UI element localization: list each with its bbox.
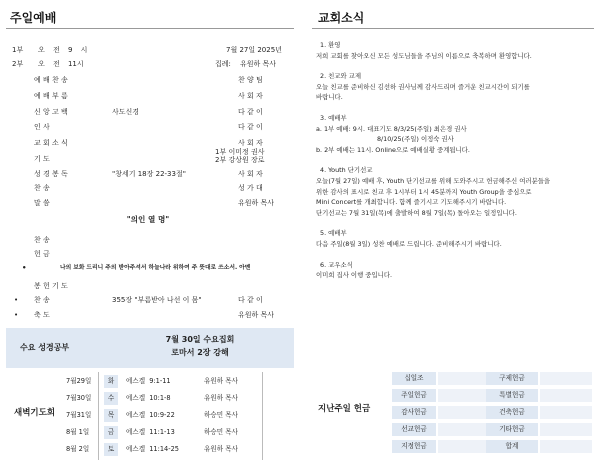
notice-line: 단기선교는 7월 31일(목)에 출발하여 8월 7일(목) 돌아오는 일정입니다.: [316, 208, 517, 217]
order-item: 헌 금: [34, 250, 50, 258]
offering-label: 지난주일 헌금: [318, 404, 371, 414]
order-item: 말 씀: [34, 199, 50, 207]
order-row: [0, 168, 296, 180]
dawn-leader: 유원하 목사: [204, 445, 238, 453]
order-row: [0, 280, 296, 292]
notice-item: [316, 40, 594, 61]
offering-amount: [540, 406, 592, 419]
order-leader: 성 가 대: [238, 184, 263, 192]
notice-line: 위한 감사의 표시로 친교 후 1시부터 1시 45분까지 Youth Group을 중심으로: [316, 187, 532, 196]
order-leader: 유원하 목사: [238, 311, 275, 319]
notice-item: [316, 260, 594, 281]
notice-line: a. 1부 예배: 9시. 대표기도 8/3/25(주일) 최은경 권사: [316, 124, 467, 133]
worship-title: 주일예배: [10, 11, 57, 25]
bible-study-line-2: 로마서 2장 강해: [171, 348, 229, 357]
notice-line: 오늘(7월 27일) 예배 후, Youth 단기선교를 위해 도와주시고 헌금해주신 여러분들을: [316, 176, 551, 185]
order-item: 찬 송: [34, 296, 50, 304]
order-leader: 사 회 자: [238, 170, 263, 178]
notice-line: 오늘 친교를 준비하신 김선하 권사님께 감사드리며 즐거운 친교시간이 되기를: [316, 82, 530, 91]
service-time-2: [0, 58, 296, 70]
service-date: 7월 27일 2025년: [226, 46, 282, 54]
offering-category: 특별헌금: [486, 389, 538, 402]
offering-category: 지정헌금: [392, 440, 436, 453]
offering-category: 구제헌금: [486, 372, 538, 385]
dawn-passage: 에스겔 11:1-13: [126, 428, 175, 436]
notice-item: [316, 228, 594, 249]
order-leader: 사 회 자: [238, 92, 263, 100]
notice-heading: 4. Youth 단기선교: [320, 166, 373, 175]
order-row: [0, 309, 296, 321]
presider-name: 유원하 목사: [240, 60, 277, 68]
order-leader: 다 같 이: [238, 296, 263, 304]
order-row: [0, 248, 296, 260]
notice-heading: 2. 친교와 교제: [320, 72, 362, 81]
offering-category: 주일헌금: [392, 389, 436, 402]
notice-line: Mini Concert를 개최합니다. 함께 즐기시고 기도해주시기 바랍니다.: [316, 198, 507, 207]
order-item: 교 회 소 식: [34, 139, 68, 147]
dawn-passage: 에스겔 10:9-22: [126, 411, 175, 419]
service-2-time: 오 전 11시: [38, 60, 84, 68]
notices-title: 교회소식: [318, 11, 365, 25]
notice-item: [316, 71, 594, 103]
dawn-day: 목: [104, 409, 118, 422]
order-leader: 찬 양 팀: [238, 76, 263, 84]
notice-line: 다음 주일(8월 3일) 성찬 예배로 드립니다. 준비해주시기 바랍니다.: [316, 239, 502, 248]
dawn-date: 7월29일: [66, 377, 92, 385]
offering-category: 십일조: [392, 372, 436, 385]
worship-title-rule: [6, 28, 294, 29]
order-item: 찬 송: [34, 236, 50, 244]
notice-heading: 6. 교우소식: [320, 260, 353, 269]
order-leader: 다 같 이: [238, 123, 263, 131]
dawn-date: 7월30일: [66, 394, 92, 402]
order-detail: 사도신경: [112, 108, 140, 116]
order-row: [0, 182, 296, 194]
offering-amount: [540, 372, 592, 385]
offering-category: 합계: [486, 440, 538, 453]
offering-category: 기타헌금: [486, 423, 538, 436]
order-item: 신 앙 고 백: [34, 108, 68, 116]
notice-heading: 5. 예배부: [320, 229, 347, 238]
dawn-passage: 에스겔 11:14-25: [126, 445, 179, 453]
service-1-time: 오 전 9 시: [38, 46, 88, 54]
notice-line: 바랍니다.: [316, 93, 343, 102]
dawn-day: 수: [104, 392, 118, 405]
order-row: [0, 121, 296, 133]
dawn-date: 7월31일: [66, 411, 92, 419]
notice-line: b. 2부 예배는 11시. Online으로 예배실황 중계됩니다.: [316, 145, 470, 154]
bullet: •: [22, 264, 27, 272]
bible-study-label: 수요 성경공부: [20, 343, 70, 352]
order-row: [0, 150, 296, 170]
service-time-1: [0, 44, 296, 56]
dawn-leader: 하승민 목사: [204, 411, 238, 419]
order-row: [0, 90, 296, 102]
notice-line: 8/10/25(주일) 이정숙 권사: [316, 135, 454, 144]
notice-heading: 1. 환영: [320, 41, 341, 49]
order-item: 인 사: [34, 123, 50, 131]
offering-amount: [540, 389, 592, 402]
offering-category: 선교헌금: [392, 423, 436, 436]
dawn-prayer-label: 새벽기도회: [14, 408, 56, 418]
order-row: [0, 106, 296, 118]
dawn-leader: 유원하 목사: [204, 377, 238, 385]
order-row: [0, 74, 296, 86]
sermon-title: "의인 열 명": [126, 215, 170, 224]
order-leader: 다 같 이: [238, 108, 263, 116]
dawn-divider-left: [98, 372, 99, 460]
offering-category: 건축헌금: [486, 406, 538, 419]
notice-line: 이미희 집사 이행 중입니다.: [316, 271, 393, 280]
order-item: 기 도: [34, 155, 50, 163]
order-detail: "창세기 18장 22-33절": [112, 170, 186, 178]
dawn-day: 토: [104, 443, 118, 456]
bullet: •: [14, 311, 19, 319]
bullet: •: [14, 296, 19, 304]
offering-amount: [540, 423, 592, 436]
dawn-leader: 유원하 목사: [204, 394, 238, 402]
order-item: 찬 송: [34, 184, 50, 192]
dawn-day: 금: [104, 426, 118, 439]
notices-title-rule: [312, 28, 594, 29]
dawn-leader: 하승민 목사: [204, 428, 238, 436]
service-2-label: 2부: [12, 60, 24, 68]
dawn-passage: 에스겔 9:1-11: [126, 377, 171, 385]
order-row: [0, 197, 296, 209]
dawn-divider-right: [262, 372, 263, 460]
order-item: 봉 헌 기 도: [34, 282, 68, 290]
dawn-day: 화: [104, 375, 118, 388]
service-1-label: 1부: [12, 46, 24, 54]
offering-prayer-note: 나의 보화 드리니 주의 받아주셔서 하늘나라 위하여 주 뜻대로 쓰소서. 아멘: [60, 265, 251, 271]
order-leader: 2부 강상원 장로: [215, 156, 265, 164]
notice-line: 저희 교회를 찾아오신 모든 성도님들을 주님의 이름으로 축복하며 환영합니다.: [316, 51, 532, 60]
notice-item: [316, 165, 594, 218]
order-row: [0, 234, 296, 246]
order-leader: 유원하 목사: [238, 199, 275, 207]
offering-category: 감사헌금: [392, 406, 436, 419]
notice-heading: 3. 예배부: [320, 114, 347, 122]
order-detail: 355장 "부름받아 나선 이 몸": [112, 296, 202, 304]
order-item: 예 배 부 름: [34, 92, 68, 100]
dawn-date: 8월 2일: [66, 445, 90, 453]
order-item: 축 도: [34, 311, 50, 319]
order-item: 예 배 찬 송: [34, 76, 68, 84]
order-leader: 사 회 자: [238, 139, 263, 147]
order-row: [0, 294, 296, 306]
notice-item: [316, 113, 594, 155]
dawn-date: 8월 1일: [66, 428, 90, 436]
dawn-passage: 에스겔 10:1-8: [126, 394, 171, 402]
presider-label: 집례:: [215, 60, 231, 68]
order-leader: 1부 이미정 권사: [215, 148, 265, 156]
bible-study-line-1: 7월 30일 수요집회: [165, 335, 235, 344]
offering-prayer-line: [0, 262, 296, 274]
offering-amount: [540, 440, 592, 453]
order-item: 성 경 봉 독: [34, 170, 68, 178]
